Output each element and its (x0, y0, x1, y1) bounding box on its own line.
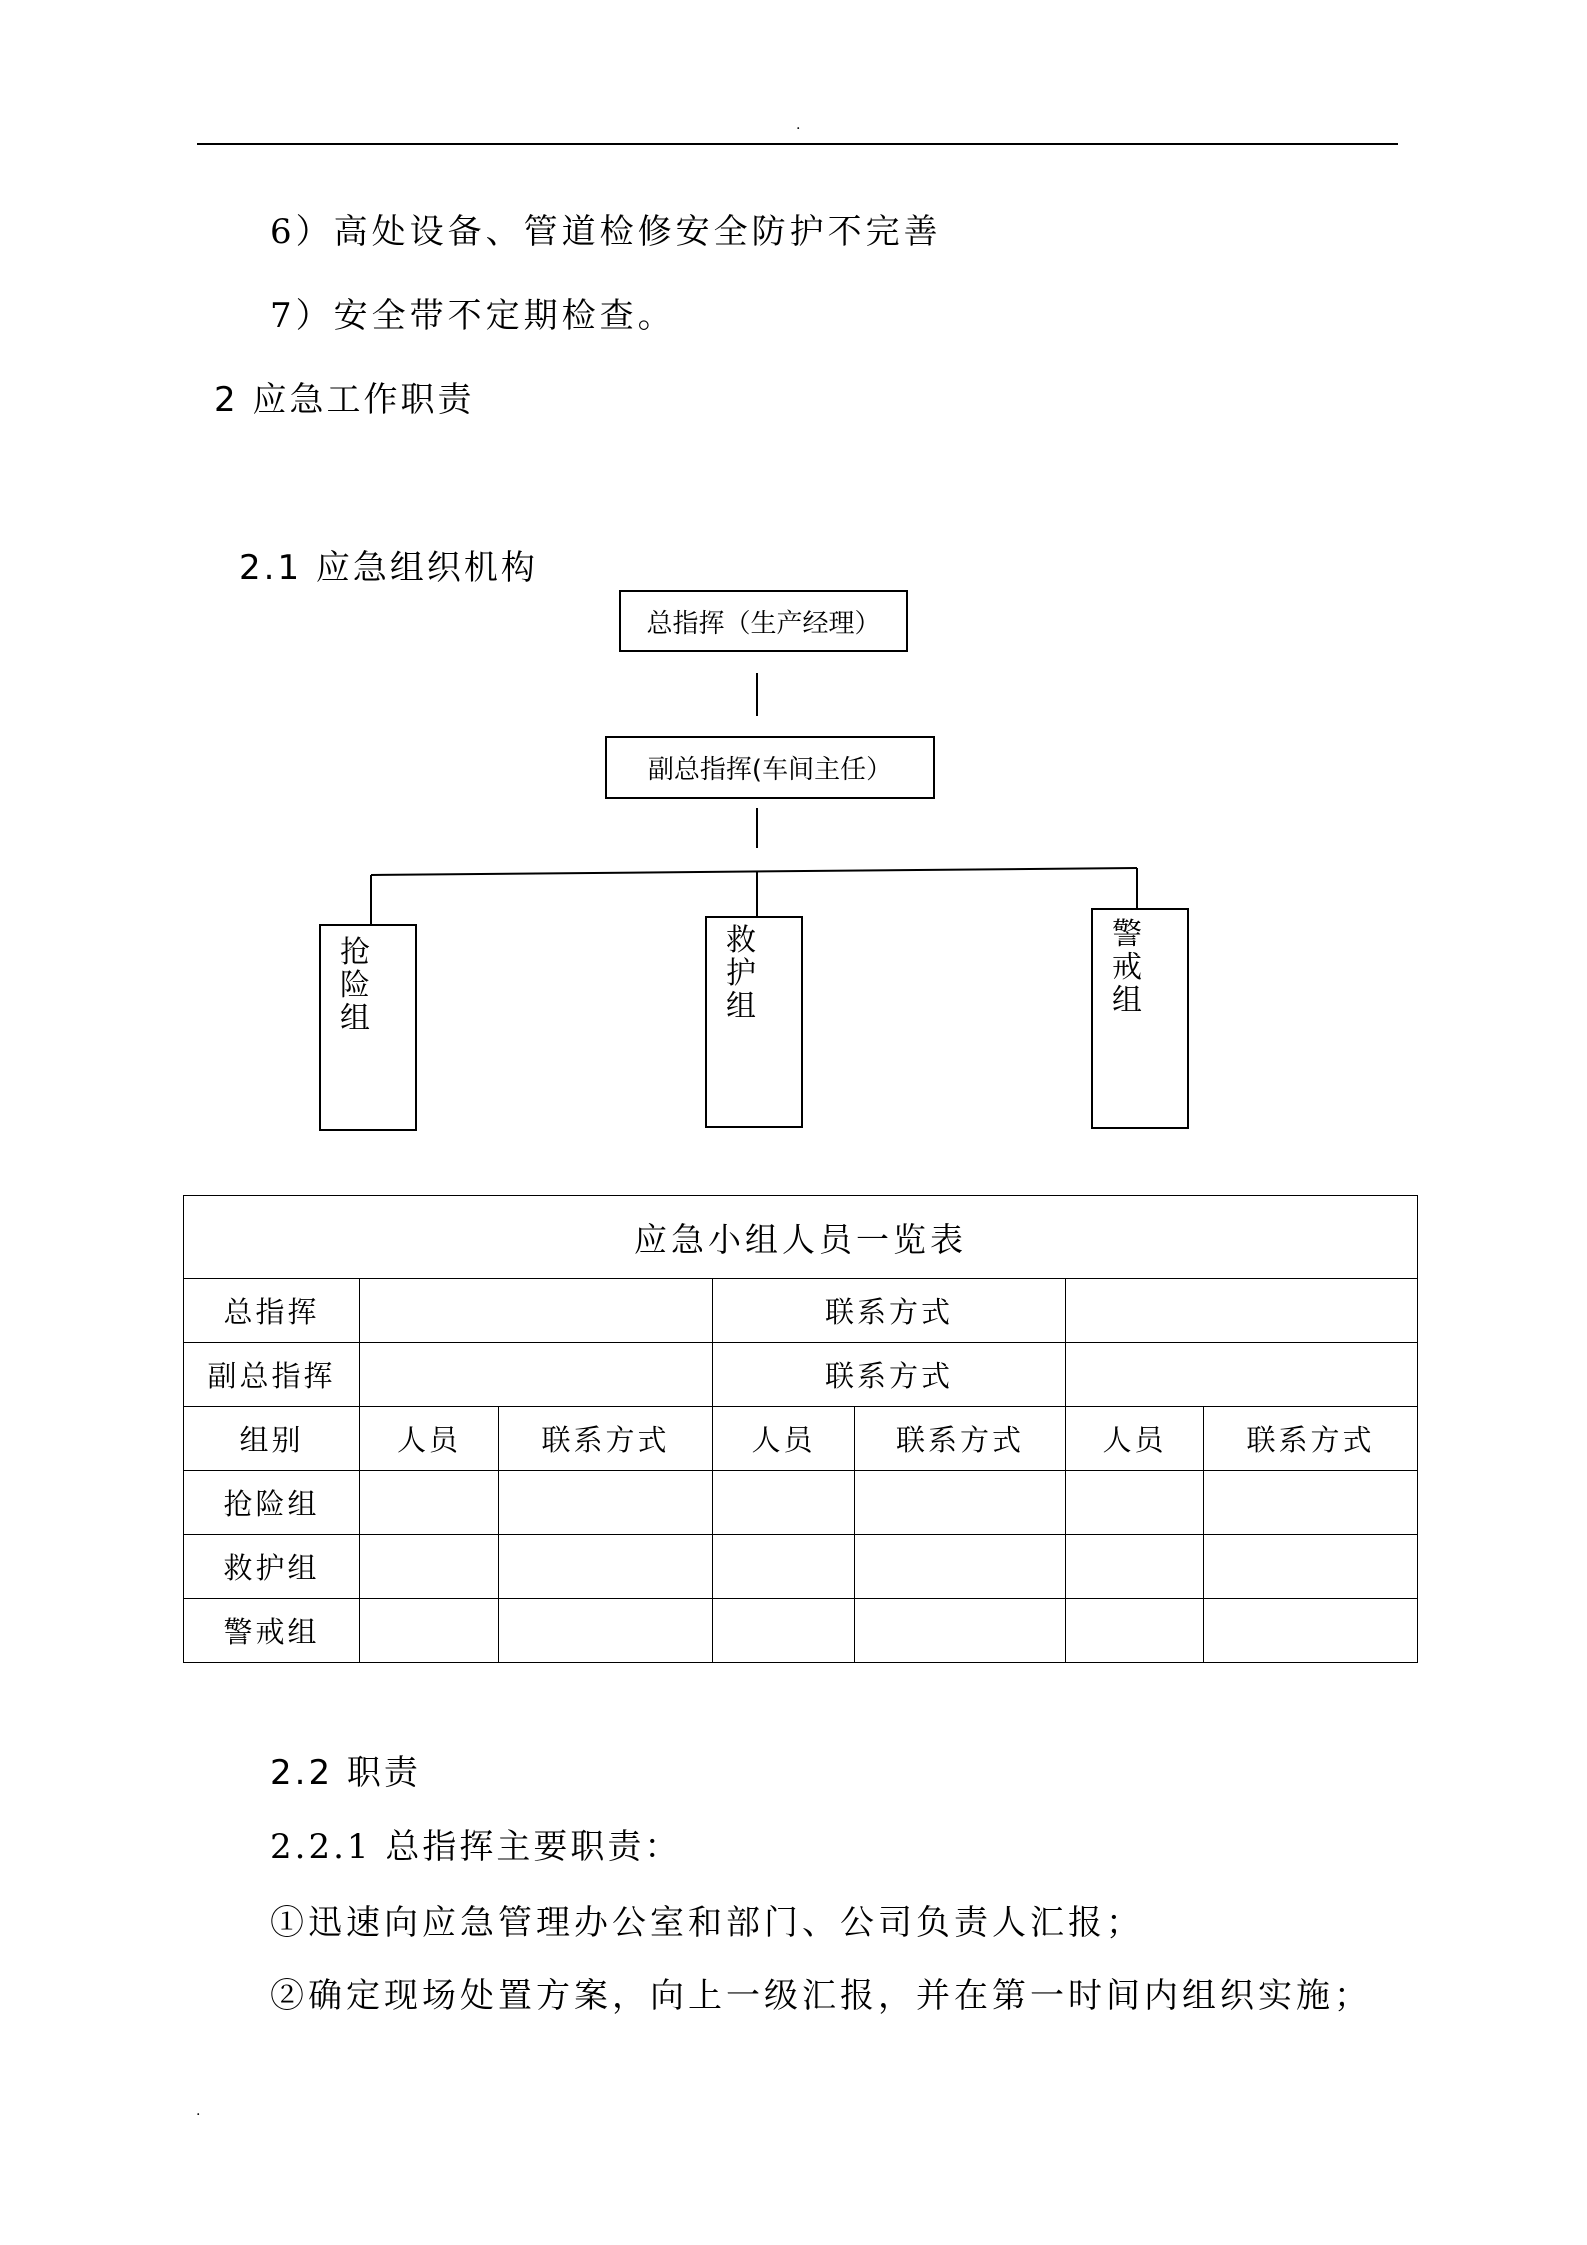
org-commander-label: 总指挥（生产经理） (646, 608, 881, 639)
table-cell (1066, 1535, 1204, 1599)
group-name-cell: 警戒组 (184, 1599, 360, 1663)
column-header: 联系方式 (1204, 1407, 1418, 1471)
table-cell (360, 1535, 499, 1599)
column-header: 人员 (360, 1407, 499, 1471)
table-cell (713, 1535, 855, 1599)
table-row (184, 1471, 1418, 1535)
table-title: 应急小组人员一览表 (184, 1196, 1418, 1279)
table-row-deputy (184, 1343, 1418, 1407)
commander-label-cell: 总指挥 (184, 1279, 360, 1343)
table-header-row (184, 1407, 1418, 1471)
table-row-commander (184, 1279, 1418, 1343)
org-group-rescue-label: 抢险组 (340, 935, 370, 1036)
table-cell (360, 1599, 499, 1663)
table-cell (855, 1599, 1066, 1663)
table-cell (360, 1471, 499, 1535)
org-group-cordon-label: 警戒组 (1112, 917, 1142, 1018)
deputy-label-cell: 副总指挥 (184, 1343, 360, 1407)
org-deputy-box (605, 736, 935, 799)
table-cell (1066, 1599, 1204, 1663)
org-commander-box (619, 590, 908, 652)
section-2-1-heading: 2.1 应急组织机构 (239, 548, 538, 588)
section-2-heading: 2 应急工作职责 (214, 380, 475, 420)
deputy-name-cell (360, 1343, 713, 1407)
section-2-2-1-heading: 2.2.1 总指挥主要职责： (270, 1827, 682, 1867)
column-header: 人员 (713, 1407, 855, 1471)
list-item-7: 7）安全带不定期检查。 (270, 296, 676, 336)
footer-mark: . (196, 2103, 201, 2119)
section-2-2-heading: 2.2 职责 (270, 1753, 421, 1793)
org-group-rescue-box (319, 924, 417, 1131)
table-cell (713, 1471, 855, 1535)
table-cell (855, 1471, 1066, 1535)
commander-contact-label-cell: 联系方式 (713, 1279, 1066, 1343)
org-group-cordon-box (1091, 908, 1189, 1129)
commander-name-cell (360, 1279, 713, 1343)
duty-item-2: ②确定现场处置方案，向上一级汇报，并在第一时间内组织实施； (270, 1976, 1372, 2016)
table-cell (1204, 1471, 1418, 1535)
org-group-medical-box (705, 916, 803, 1128)
deputy-contact-cell (1066, 1343, 1418, 1407)
group-name-cell: 救护组 (184, 1535, 360, 1599)
column-header: 人员 (1066, 1407, 1204, 1471)
duty-item-1: ①迅速向应急管理办公室和部门、公司负责人汇报； (270, 1903, 1144, 1943)
column-header: 联系方式 (855, 1407, 1066, 1471)
table-title-row (184, 1196, 1418, 1279)
emergency-roster-table (183, 1195, 1418, 1663)
org-deputy-label: 副总指挥(车间主任） (647, 755, 893, 785)
table-cell (499, 1599, 713, 1663)
table-cell (713, 1599, 855, 1663)
org-group-medical-label: 救护组 (726, 923, 756, 1024)
table-cell (499, 1535, 713, 1599)
column-header: 组别 (184, 1407, 360, 1471)
table-row (184, 1535, 1418, 1599)
column-header: 联系方式 (499, 1407, 713, 1471)
header-rule (197, 143, 1398, 145)
deputy-contact-label-cell: 联系方式 (713, 1343, 1066, 1407)
table-row (184, 1599, 1418, 1663)
table-cell (1066, 1471, 1204, 1535)
header-mark: . (796, 117, 801, 133)
table-cell (1204, 1535, 1418, 1599)
group-name-cell: 抢险组 (184, 1471, 360, 1535)
table-cell (1204, 1599, 1418, 1663)
table-cell (855, 1535, 1066, 1599)
list-item-6: 6）高处设备、管道检修安全防护不完善 (270, 212, 942, 252)
table-cell (499, 1471, 713, 1535)
commander-contact-cell (1066, 1279, 1418, 1343)
